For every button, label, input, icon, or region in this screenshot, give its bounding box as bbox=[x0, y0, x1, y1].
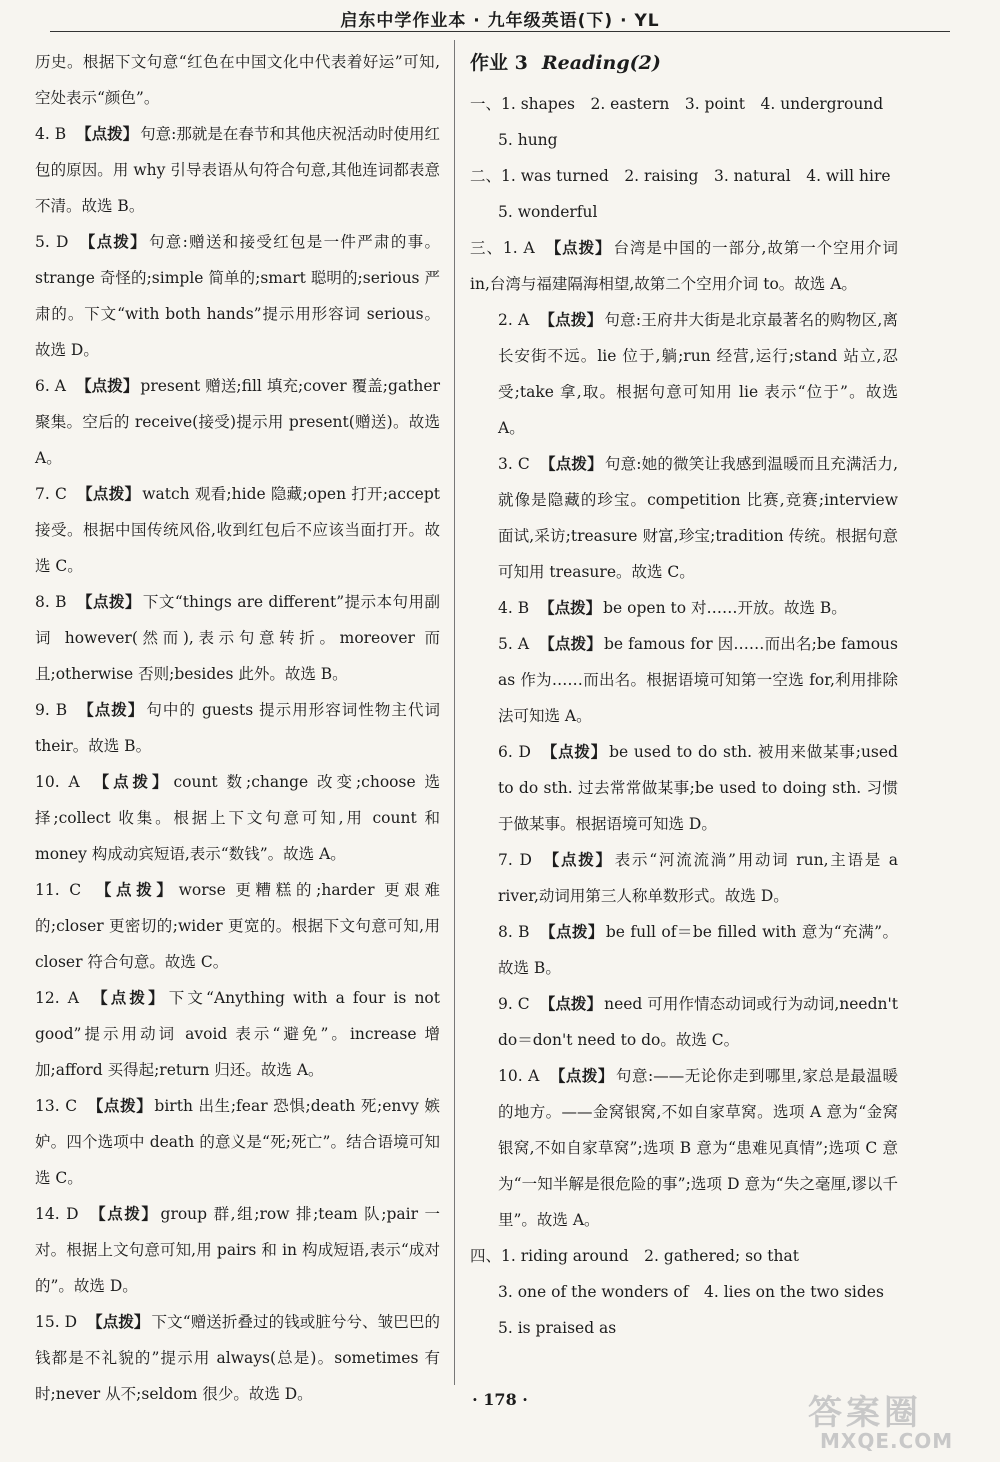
answer-item bbox=[470, 446, 898, 590]
part-label: 二、 bbox=[470, 167, 502, 185]
hint-tag: 【点拨】 bbox=[76, 484, 141, 503]
answer-text: need 可用作情态动词或行为动词,needn't do＝don't need to do。故选 C。 bbox=[498, 995, 898, 1049]
answer-item bbox=[35, 224, 440, 368]
answer-number: 9. B bbox=[35, 701, 68, 719]
answer-number: 6. A bbox=[35, 377, 66, 395]
answer-text: be full of＝be filled with 意为“充满”。故选 B。 bbox=[498, 923, 898, 977]
answer-number: 10. A bbox=[498, 1067, 540, 1085]
answer-text: worse 更糟糕的;harder 更艰难的;closer 更密切的;wider 更宽的。根据下文句意可知,用 closer 符合句意。故选 C。 bbox=[35, 881, 440, 971]
part-line: 1. shapes 2. eastern 3. point 4. underground bbox=[501, 95, 884, 113]
answer-number: 5. D bbox=[35, 233, 69, 251]
answer-text: be famous for 因……而出名;be famous as 作为……而出名。根据语境可知第一空选 for,利用排除法可知选 A。 bbox=[498, 635, 898, 725]
answer-item bbox=[470, 914, 898, 986]
answer-text: count 数;change 改变;choose 选择;collect 收集。根据上下文句意可知,用 count 和 money 构成动宾短语,表示“数钱”。故选 A。 bbox=[35, 773, 440, 863]
answer-text: be used to do sth. 被用来做某事;used to do sth. 过去常常做某事;be used to doing sth. 习惯于做某事。根据语境可知选 D。 bbox=[498, 743, 898, 833]
answer-text: birth 出生;fear 恐惧;death 死;envy 嫉妒。四个选项中 death 的意义是“死;死亡”。结合语境可知选 C。 bbox=[35, 1097, 441, 1187]
hint-tag: 【点拨】 bbox=[87, 1312, 150, 1331]
answer-item bbox=[470, 302, 898, 446]
answer-item bbox=[35, 1196, 440, 1304]
hint-tag: 【点拨】 bbox=[88, 988, 167, 1007]
hint-tag: 【点拨】 bbox=[76, 376, 139, 395]
answer-number: 9. C bbox=[498, 995, 530, 1013]
part-label: 三、 bbox=[470, 239, 503, 257]
answer-item bbox=[470, 842, 898, 914]
answer-text: 下文“赠送折叠过的钱或脏兮兮、皱巴巴的钱都是不礼貌的”提示用 always(总是)。sometimes 有时;never 从不;seldom 很少。故选 D。 bbox=[35, 1313, 440, 1403]
watermark-url: MXQE.COM bbox=[820, 1429, 954, 1453]
answer-number: 4. B bbox=[35, 125, 67, 143]
answer-number: 14. D bbox=[35, 1205, 79, 1223]
answer-item bbox=[35, 116, 440, 224]
watermark-logo bbox=[790, 1385, 980, 1455]
answer-number: 5. A bbox=[498, 635, 530, 653]
part-line: 5. wonderful bbox=[498, 203, 598, 221]
answer-number: 8. B bbox=[498, 923, 530, 941]
hint-tag: 【点拨】 bbox=[91, 880, 177, 899]
answer-item bbox=[470, 986, 898, 1058]
answer-item bbox=[35, 1088, 440, 1196]
part-2 bbox=[470, 158, 898, 230]
section-title-en: Reading(2) bbox=[541, 52, 661, 74]
section-title-cn: 作业 3 bbox=[470, 52, 528, 74]
hint-tag: 【点拨】 bbox=[88, 1204, 159, 1223]
column-divider bbox=[454, 40, 455, 1385]
hint-tag: 【点拨】 bbox=[539, 994, 603, 1013]
page-header bbox=[0, 0, 1000, 36]
hint-tag: 【点拨】 bbox=[544, 238, 612, 257]
answer-text: group 群,组;row 排;team 队;pair 一对。根据上文句意可知,用 pairs 和 in 构成短语,表示“成对的”。故选 D。 bbox=[35, 1205, 440, 1295]
answer-text: 历史。根据下文句意“红色在中国文化中代表着好运”可知,空处表示“颜色”。 bbox=[35, 53, 440, 107]
hint-tag: 【点拨】 bbox=[78, 232, 147, 251]
answer-item bbox=[470, 734, 898, 842]
answer-text: 台湾是中国的一部分,故第一个空用介词 in,台湾与福建隔海相望,故第二个空用介词 to。故选 A。 bbox=[470, 239, 898, 293]
answer-text: 句意:赠送和接受红包是一件严肃的事。strange 奇怪的;simple 简单的;smart 聪明的;serious 严肃的。下文“with both hands”提示用形容词 serious。故选 D。 bbox=[35, 233, 440, 359]
left-column bbox=[35, 44, 441, 1403]
answer-item bbox=[470, 1058, 898, 1238]
hint-tag: 【点拨】 bbox=[76, 124, 139, 143]
answer-text: 句意:那就是在春节和其他庆祝活动时使用红包的原因。用 why 引导表语从句符合句意,其他连词都表意不清。故选 B。 bbox=[35, 125, 440, 215]
section-title bbox=[470, 44, 898, 82]
hint-tag: 【点拨】 bbox=[76, 592, 141, 611]
part-line: 3. one of the wonders of 4. lies on the two sides bbox=[498, 1283, 884, 1301]
hint-tag: 【点拨】 bbox=[539, 310, 603, 329]
answer-number: 7. C bbox=[35, 485, 67, 503]
hint-tag: 【点拨】 bbox=[540, 742, 608, 761]
answer-text: 句意:她的微笑让我感到温暖而且充满活力,就像是隐藏的珍宝。competition 比赛,竞赛;interview 面试,采访;treasure 财富,珍宝;tradition 传统。根据句意可知用 treasure。故选 C。 bbox=[498, 455, 898, 581]
part-line: 5. is praised as bbox=[498, 1319, 617, 1337]
answer-text: present 赠送;fill 填充;cover 覆盖;gather 聚集。空后的 receive(接受)提示用 present(赠送)。故选 A。 bbox=[35, 377, 440, 467]
answer-number: 10. A bbox=[35, 773, 80, 791]
answer-number: 12. A bbox=[35, 989, 79, 1007]
answer-item bbox=[470, 230, 898, 302]
answer-text: 句意:——无论你走到哪里,家总是最温暖的地方。——金窝银窝,不如自家草窝。选项 A 意为“金窝银窝,不如自家草窝”;选项 B 意为“患难见真情”;选项 C 意为“一知半解是很危险的事”;选项 D 意为“失之毫厘,谬以千里”。故选 A。 bbox=[498, 1067, 898, 1229]
answer-text: 下文“Anything with a four is not good”提示用动词 avoid 表示“避免”。increase 增加;afford 买得起;return 归还。故选 A。 bbox=[35, 989, 440, 1079]
answer-item bbox=[470, 626, 898, 734]
answer-number: 13. C bbox=[35, 1097, 78, 1115]
answer-number: 3. C bbox=[498, 455, 530, 473]
answer-text: 表示“河流流淌”用动词 run,主语是 a river,动词用第三人称单数形式。故选 D。 bbox=[498, 851, 898, 905]
part-1 bbox=[470, 86, 898, 158]
hint-tag: 【点拨】 bbox=[87, 1096, 153, 1115]
answer-text: 下文“things are different”提示本句用副词 however(然而),表示句意转折。moreover 而且;otherwise 否则;besides 此外。故选 B。 bbox=[35, 593, 440, 683]
page-number: · 178 · bbox=[472, 1390, 528, 1409]
hint-tag: 【点拨】 bbox=[539, 922, 604, 941]
answer-number: 6. D bbox=[498, 743, 531, 761]
hint-tag: 【点拨】 bbox=[539, 634, 602, 653]
hint-tag: 【点拨】 bbox=[539, 454, 603, 473]
answer-number: 4. B bbox=[498, 599, 530, 617]
answer-item bbox=[35, 980, 440, 1088]
answer-text: 句中的 guests 提示用形容词性物主代词 their。故选 B。 bbox=[35, 701, 440, 755]
answer-item bbox=[35, 368, 440, 476]
part-label: 四、 bbox=[470, 1247, 502, 1265]
answer-number: 11. C bbox=[35, 881, 82, 899]
part-3 bbox=[470, 230, 898, 1238]
answer-text: 句意:王府井大街是北京最著名的购物区,离长安街不远。lie 位于,躺;run 经营,运行;stand 站立,忍受;take 拿,取。根据句意可知用 lie 表示“位于”。故选 A。 bbox=[498, 311, 898, 437]
part-line: 1. riding around 2. gathered; so that bbox=[501, 1247, 799, 1265]
answer-item bbox=[35, 692, 440, 764]
answer-number: 7. D bbox=[498, 851, 532, 869]
part-line: 5. hung bbox=[498, 131, 558, 149]
answer-item bbox=[35, 476, 440, 584]
part-4 bbox=[470, 1238, 898, 1346]
answer-item bbox=[35, 764, 440, 872]
answer-number: 15. D bbox=[35, 1313, 78, 1331]
answer-item bbox=[35, 872, 440, 980]
header-rule bbox=[50, 31, 950, 32]
header-title: 启东中学作业本 · 九年级英语(下) · YL bbox=[340, 11, 660, 31]
hint-tag: 【点拨】 bbox=[89, 772, 172, 791]
answer-number: 2. A bbox=[498, 311, 530, 329]
hint-tag: 【点拨】 bbox=[549, 1066, 614, 1085]
part-label: 一、 bbox=[470, 95, 502, 113]
answer-text: watch 观看;hide 隐藏;open 打开;accept 接受。根据中国传统风俗,收到红包后不应该当面打开。故选 C。 bbox=[35, 485, 440, 575]
answer-item bbox=[470, 590, 898, 626]
hint-tag: 【点拨】 bbox=[539, 598, 602, 617]
answer-number: 1. A bbox=[502, 239, 535, 257]
watermark-text: 答案圈 bbox=[808, 1393, 922, 1433]
answer-text: be open to 对……开放。故选 B。 bbox=[603, 599, 847, 617]
answer-number: 8. B bbox=[35, 593, 67, 611]
right-column bbox=[470, 44, 898, 1384]
answer-item bbox=[35, 44, 440, 116]
answer-item bbox=[35, 584, 440, 692]
hint-tag: 【点拨】 bbox=[77, 700, 145, 719]
hint-tag: 【点拨】 bbox=[541, 850, 613, 869]
part-line: 1. was turned 2. raising 3. natural 4. will hire bbox=[501, 167, 891, 185]
